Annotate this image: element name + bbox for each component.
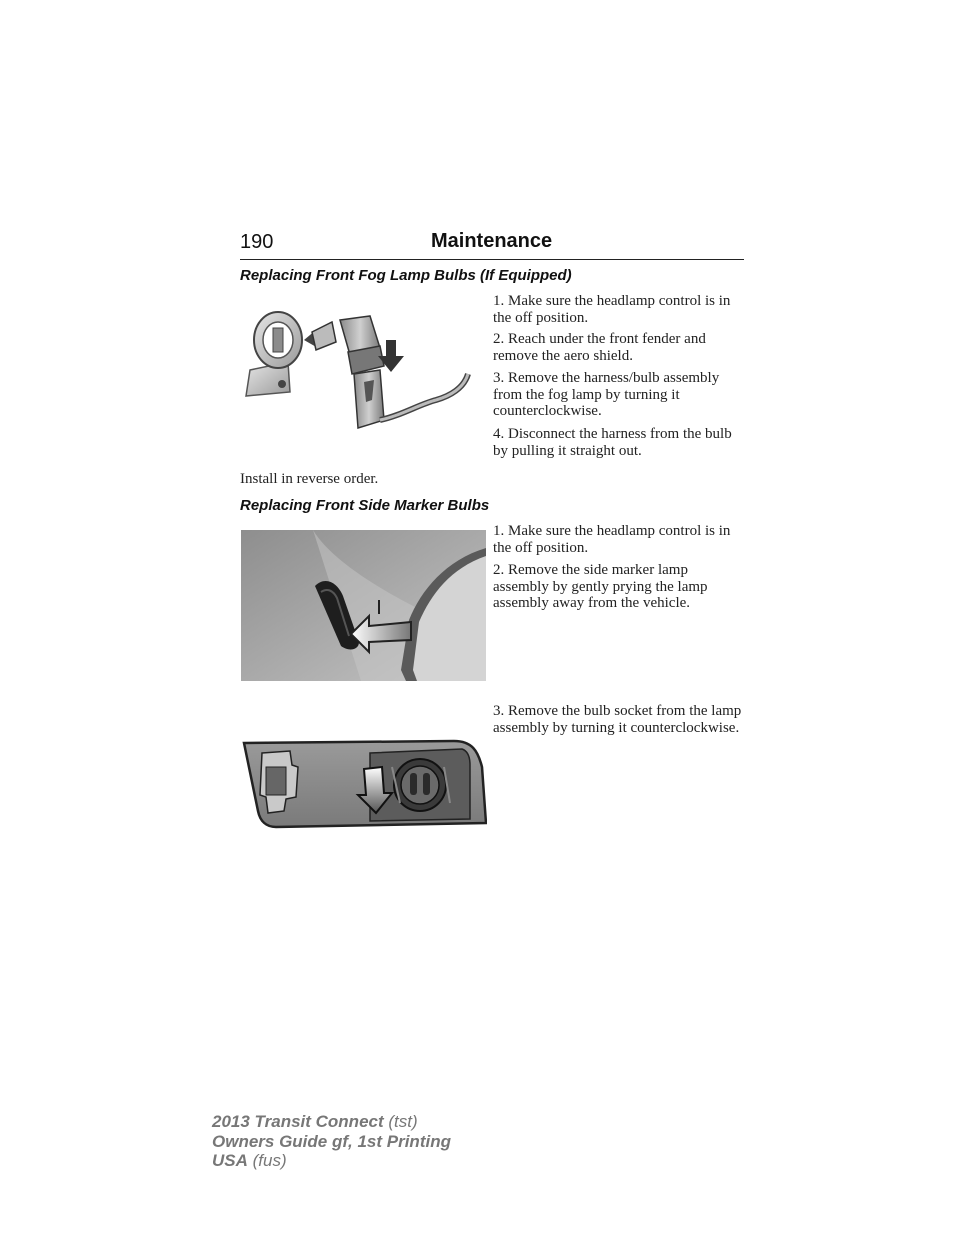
footer-market-code: (fus) — [252, 1151, 287, 1170]
footer — [212, 1112, 451, 1171]
install-note: Install in reverse order. — [240, 471, 379, 487]
footer-line-3 — [212, 1151, 451, 1171]
bulb-socket-illustration — [240, 737, 487, 830]
fog-step-2: 2. Reach under the front fender and remove the aero shield. — [493, 331, 706, 364]
side-step-2: 2. Remove the side marker lamp assembly by gently prying the lamp assembly away from the vehicle. — [493, 562, 708, 611]
footer-guide: Owners Guide gf, 1st Printing — [212, 1131, 451, 1151]
fog-step-1: 1. Make sure the headlamp control is in the off position. — [493, 293, 731, 326]
footer-model-code: (tst) — [388, 1112, 418, 1131]
footer-model: 2013 Transit Connect — [212, 1112, 384, 1131]
page-header — [240, 229, 744, 260]
side-step-1: 1. Make sure the headlamp control is in the off position. — [493, 523, 731, 556]
side-step-3: 3. Remove the bulb socket from the lamp assembly by turning it counterclockwise. — [493, 703, 742, 736]
section-heading-fog-lamp: Replacing Front Fog Lamp Bulbs (If Equipped) — [240, 267, 572, 284]
footer-market: USA — [212, 1151, 248, 1170]
side-marker-illustration — [241, 530, 486, 681]
page-title: Maintenance — [431, 230, 553, 252]
footer-line-1 — [212, 1112, 451, 1132]
fog-lamp-illustration — [240, 300, 472, 440]
fog-step-4: 4. Disconnect the harness from the bulb by pulling it straight out. — [493, 426, 732, 459]
footer-line-2 — [212, 1132, 451, 1152]
section-heading-side-marker: Replacing Front Side Marker Bulbs — [240, 497, 490, 514]
page-number: 190 — [240, 231, 274, 253]
fog-step-3: 3. Remove the harness/bulb assembly from the fog lamp by turning it counterclockwise. — [493, 370, 720, 419]
